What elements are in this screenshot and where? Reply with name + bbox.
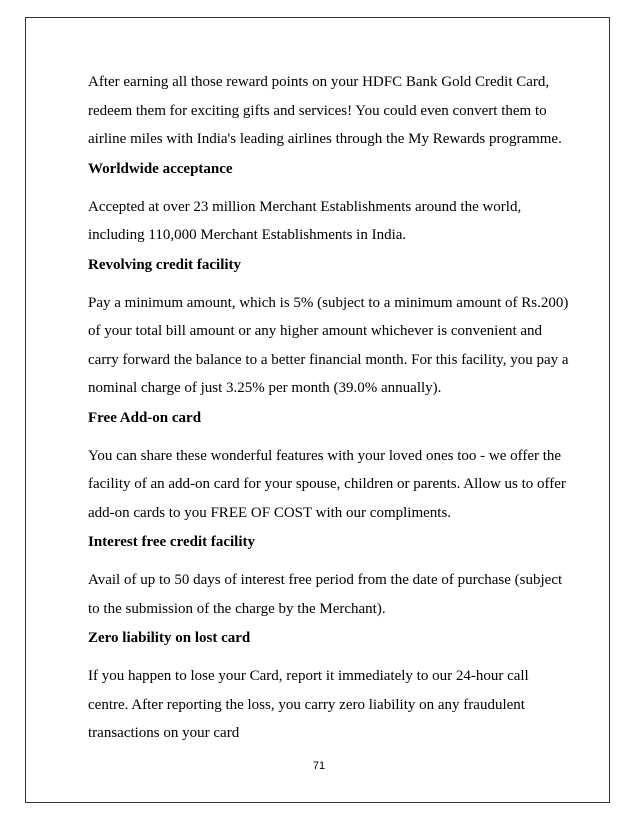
paragraph-line: to the submission of the charge by the Merchant).	[88, 600, 386, 617]
paragraph-line: After earning all those reward points on your HDFC Bank Gold Credit Card,	[88, 74, 550, 90]
section-heading-worldwide-acceptance: Worldwide acceptance	[88, 160, 233, 177]
section-heading-interest-free-credit: Interest free credit facility	[88, 534, 256, 550]
document-body	[88, 68, 576, 748]
paragraph-line: add-on cards to you FREE OF COST with our compliments.	[88, 504, 452, 521]
paragraph-line: Accepted at over 23 million Merchant Establishments around the world,	[88, 198, 522, 215]
section-heading-zero-liability: Zero liability on lost card	[88, 630, 251, 646]
section-paragraph-free-add-on-card	[88, 442, 576, 528]
paragraph-line: carry forward the balance to a better financial month. For this facility, you pay a	[88, 351, 569, 368]
section-paragraph-interest-free-credit	[88, 566, 576, 623]
paragraph-line: Avail of up to 50 days of interest free period from the date of purchase (subject	[88, 572, 563, 588]
paragraph-line: nominal charge of just 3.25% per month (39.0% annually).	[88, 380, 442, 396]
paragraph-line: You can share these wonderful features with your loved ones too - we offer the	[88, 447, 562, 464]
intro-paragraph	[88, 68, 576, 154]
paragraph-line: including 110,000 Merchant Establishments in India.	[88, 227, 407, 243]
section-heading-revolving-credit: Revolving credit facility	[88, 256, 242, 273]
page-number: 71	[312, 760, 326, 772]
section-paragraph-worldwide-acceptance	[88, 193, 576, 250]
paragraph-line: Pay a minimum amount, which is 5% (subject to a minimum amount of Rs.200)	[88, 294, 569, 311]
paragraph-line: If you happen to lose your Card, report it immediately to our 24-hour call	[88, 668, 529, 684]
paragraph-line: facility of an add-on card for your spouse, children or parents. Allow us to offer	[88, 476, 566, 492]
section-paragraph-zero-liability	[88, 662, 576, 748]
paragraph-line: transactions on your card	[88, 725, 240, 741]
paragraph-line: redeem them for exciting gifts and services! You could even convert them to	[88, 102, 547, 119]
paragraph-line: centre. After reporting the loss, you carry zero liability on any fraudulent	[88, 696, 525, 713]
paragraph-line: airline miles with India's leading airlines through the My Rewards programme.	[88, 131, 562, 147]
section-heading-free-add-on-card: Free Add-on card	[88, 409, 202, 426]
section-paragraph-revolving-credit	[88, 289, 576, 403]
paragraph-line: of your total bill amount or any higher amount whichever is convenient and	[88, 323, 543, 339]
